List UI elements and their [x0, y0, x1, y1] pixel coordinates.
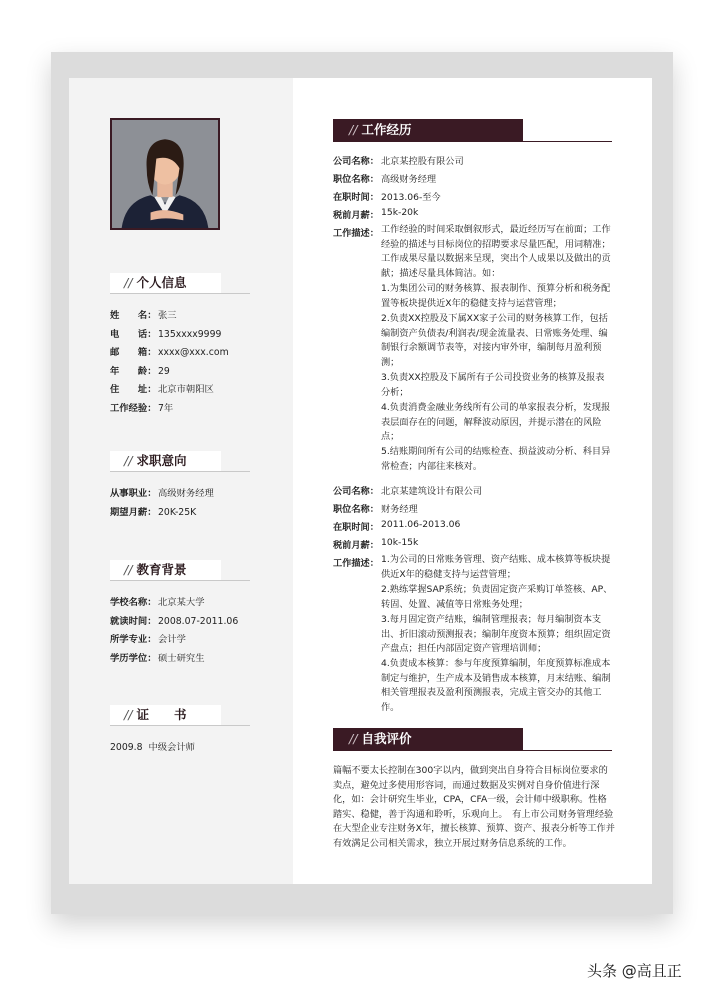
- info-label: 邮 箱：: [110, 347, 157, 359]
- company-name: 北京某控股有限公司: [381, 156, 464, 167]
- person-portrait-image: [112, 120, 218, 228]
- info-value: 135xxxx9999: [158, 328, 222, 340]
- section-title: 教育背景: [136, 562, 187, 577]
- field-label: 在职时间：: [333, 192, 379, 203]
- field-label: 工作描述：: [333, 558, 379, 569]
- field-label: 工作描述：: [333, 228, 379, 239]
- info-value: 北京市朝阳区: [158, 384, 214, 396]
- field-label: 职位名称：: [333, 504, 379, 515]
- info-label: 学历学位：: [110, 652, 157, 664]
- info-value: 2009.8 中级会计师: [110, 742, 195, 753]
- section-header-education: [110, 560, 221, 580]
- employment-period: 2011.06-2013.06: [381, 519, 461, 530]
- divider: [110, 471, 250, 472]
- divider: [110, 293, 250, 294]
- info-label: 工作经验：: [110, 402, 157, 414]
- info-row: [110, 344, 229, 363]
- slash-decoration-icon: //: [124, 707, 133, 722]
- info-value: 29: [158, 365, 170, 377]
- info-value: 7年: [158, 402, 174, 414]
- salary: 15k-20k: [381, 207, 419, 218]
- info-row: [110, 363, 229, 382]
- employment-period: 2013.06-至今: [381, 192, 441, 203]
- slash-decoration-icon: //: [349, 731, 358, 746]
- field-label: 职位名称：: [333, 174, 379, 185]
- info-label: 姓 名：: [110, 310, 157, 321]
- field-label: 税前月薪：: [333, 210, 379, 221]
- work-item: 3.每月固定资产结账，编制管理报表；每月编制资本支出、折旧滚动预测报表；编制年度资本预算；组织固定资产盘点；担任内部固定资产管理培训师；: [381, 614, 611, 655]
- education-list: [110, 594, 238, 668]
- section-title: 证 书: [136, 707, 187, 722]
- work-item: 1.为公司的日常账务管理、资产结账、成本核算等板块提供近X年的稳健支持与运营管理；: [381, 554, 611, 580]
- section-title: 自我评价: [361, 731, 412, 746]
- section-header-intent: [110, 451, 221, 471]
- info-value: 20K-25K: [158, 506, 197, 518]
- info-row: [110, 613, 238, 632]
- info-row: [110, 650, 238, 669]
- field-label: 税前月薪：: [333, 540, 379, 551]
- info-label: 电 话：: [110, 328, 157, 340]
- slash-decoration-icon: //: [124, 453, 133, 468]
- work-item: 4.负责成本核算：参与年度预算编制，年度预算标准成本制定与维护，生产成本及销售成本核算，月末结账、编制相关管理报表及盈利预测报表，完成主管交办的其他工作。: [381, 658, 611, 713]
- intent-list: [110, 485, 214, 522]
- work-item: 4.负责消费金融业务线所有公司的单家报表分析，发现报表层面存在的问题，解释波动原因，并提示潜在的风险点；: [381, 402, 611, 443]
- info-value: 会计学: [158, 634, 186, 646]
- work-description-intro: 工作经验的时间采取倒叙形式，最近经历写在前面；工作经验的描述与目标岗位的招聘要求尽量匹配，用词精准；工作成果尽量以数据来呈现，突出个人成果以及做出的贡献；描述尽量具体简洁。如：: [381, 224, 611, 279]
- field-label: 在职时间：: [333, 522, 379, 533]
- section-header-personal: [110, 273, 221, 293]
- self-evaluation-text: 篇幅不要太长控制在300字以内，做到突出自身符合目标岗位要求的卖点，避免过多使用形容词，而通过数据及实例对自身价值进行深化，如：会计研究生毕业，CPA，CFA一级，会计师中级职称。性格踏实、稳健，善于沟通和聆听，乐观向上。 有上市公司财务管理经验 在大型企业专注财务X年，擅长核算、预算、资产、报表分析等工作并有效满足公司相关需求，独立开展过财务信息系统的工作。: [333, 765, 615, 849]
- info-value: 高级财务经理: [158, 488, 214, 499]
- info-label: 年 龄：: [110, 365, 157, 377]
- info-label: 从事职业：: [110, 488, 157, 499]
- slash-decoration-icon: //: [124, 562, 133, 577]
- work-item: 2.负责XX控股及下属XX家子公司的财务核算工作，包括编制资产负债表/利润表/现金流量表、日常账务处理、编制银行余额调节表等，对接内审外审，编制每月盈利预测；: [381, 313, 608, 368]
- info-label: 期望月薪：: [110, 506, 157, 518]
- info-row: [110, 381, 229, 400]
- work-item: 5.结账期间所有公司的结账检查、损益波动分析、科目异常检查；内部往来核对。: [381, 446, 611, 472]
- info-row: [110, 631, 238, 650]
- divider: [110, 725, 250, 726]
- info-label: 所学专业：: [110, 634, 157, 646]
- info-label: 就读时间：: [110, 615, 157, 627]
- section-header-work: [333, 119, 523, 141]
- info-value: 硕士研究生: [158, 652, 205, 664]
- company-name: 北京某建筑设计有限公司: [381, 486, 483, 497]
- slash-decoration-icon: //: [124, 275, 133, 290]
- work-item: 1.为集团公司的财务核算、报表制作、预算分析和税务配置等板块提供近X年的稳健支持与运营管理；: [381, 283, 611, 309]
- section-header-self-evaluation: [333, 728, 523, 750]
- info-value: xxxx@xxx.com: [158, 347, 229, 359]
- work-item: 3.负责XX控股及下属所有子公司投资业务的核算及报表分析；: [381, 372, 605, 398]
- slash-decoration-icon: //: [349, 122, 358, 137]
- info-value: 张三: [158, 310, 177, 321]
- personal-info-list: [110, 307, 229, 419]
- section-title: 个人信息: [136, 275, 187, 290]
- info-row: [110, 326, 229, 345]
- info-label: 住 址：: [110, 384, 157, 396]
- info-value: 北京某大学: [158, 597, 205, 608]
- divider: [333, 750, 612, 751]
- info-row: [110, 485, 214, 504]
- section-title: 工作经历: [361, 122, 412, 137]
- info-row: [110, 307, 229, 326]
- salary: 10k-15k: [381, 537, 419, 548]
- section-title: 求职意向: [136, 453, 187, 468]
- certificate-text: [110, 739, 195, 758]
- info-label: 学校名称：: [110, 597, 157, 608]
- source-watermark: 头条 @高且正: [587, 962, 682, 980]
- position-name: 高级财务经理: [381, 174, 437, 185]
- info-row: [110, 400, 229, 419]
- position-name: 财务经理: [381, 504, 418, 515]
- divider: [333, 141, 612, 142]
- field-label: 公司名称：: [333, 486, 379, 497]
- info-row: [110, 594, 238, 613]
- work-item: 2.熟练掌握SAP系统；负责固定资产采购订单签核、AP、转固、处置、减值等日常账务处理；: [381, 584, 613, 610]
- field-label: 公司名称：: [333, 156, 379, 167]
- info-value: 2008.07-2011.06: [158, 615, 239, 627]
- profile-photo: [110, 118, 220, 230]
- info-row: [110, 504, 214, 523]
- divider: [110, 580, 250, 581]
- section-header-certificate: [110, 705, 221, 725]
